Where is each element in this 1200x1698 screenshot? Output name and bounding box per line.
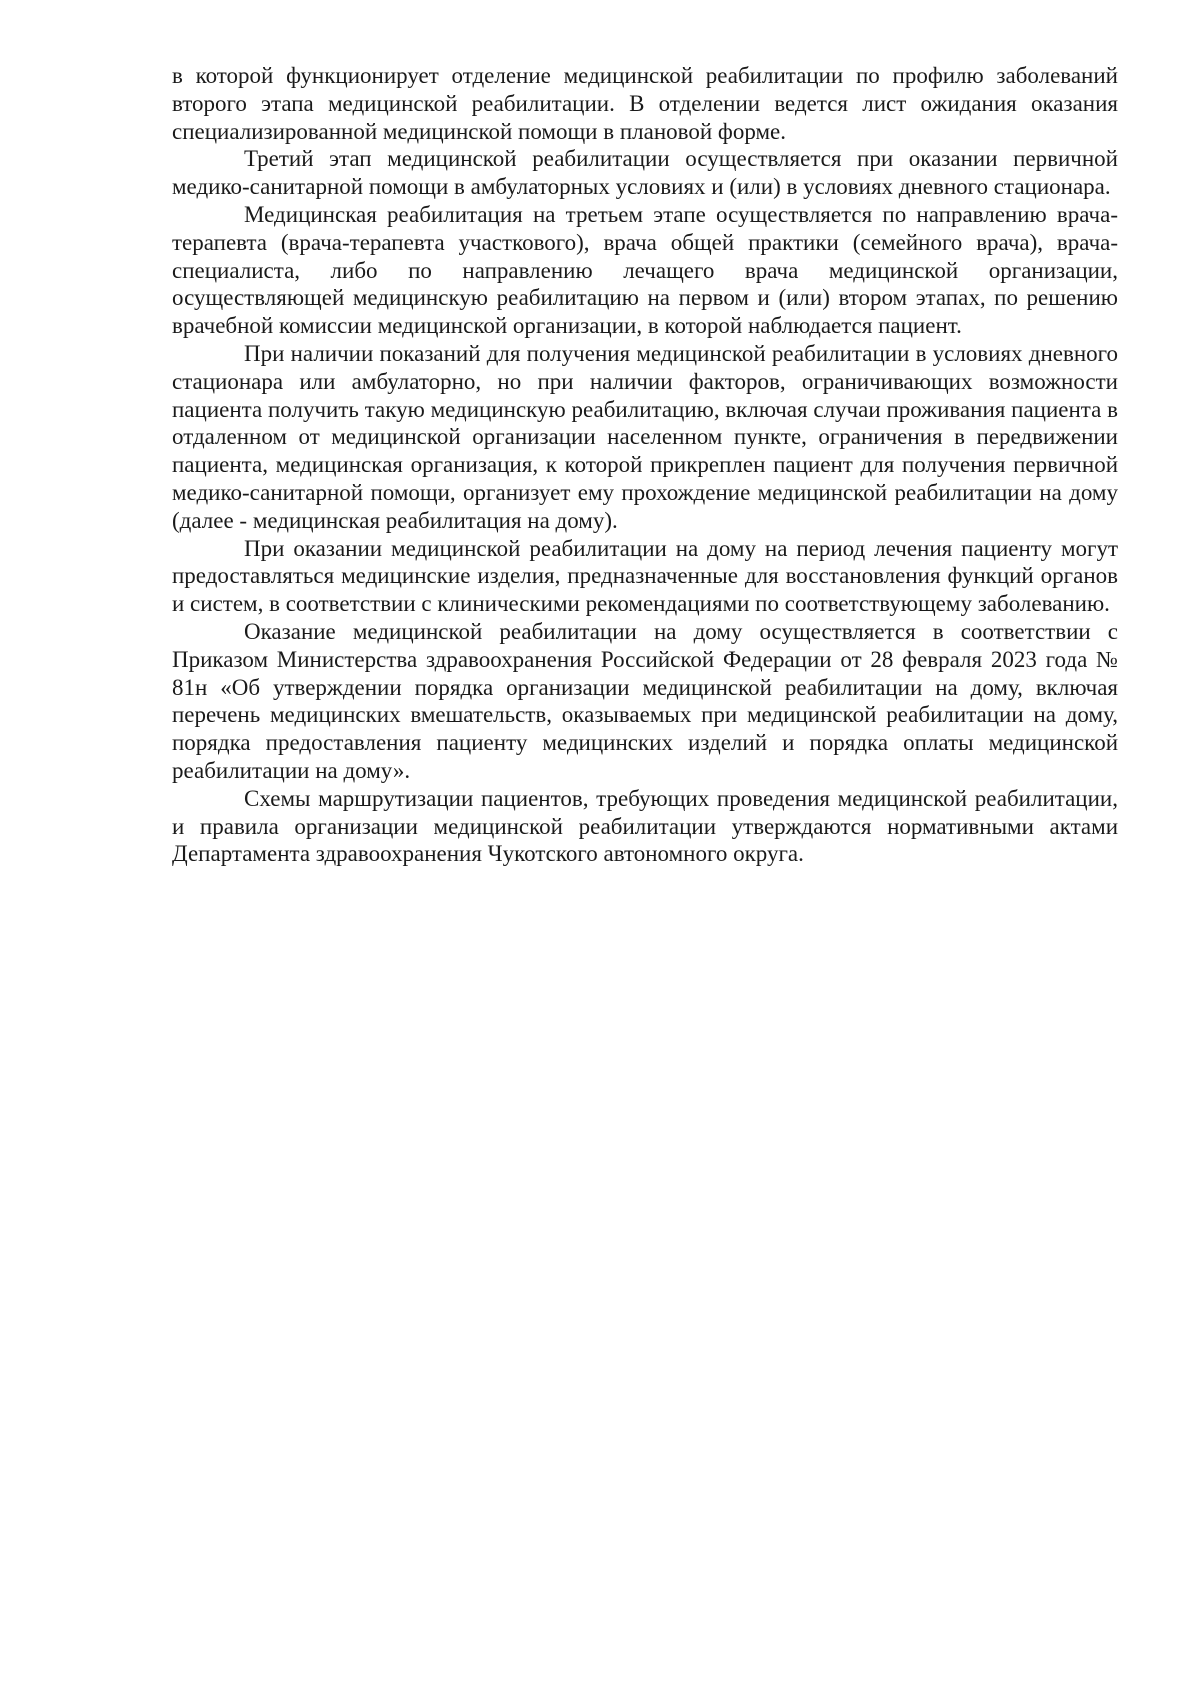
- paragraph-third-stage: Третий этап медицинской реабилитации осуществляется при оказании первичной медико-санитарной помощи в амбулаторных условиях и (или) в условиях дневного стационара.: [172, 146, 1118, 200]
- paragraph-continuation: в которой функционирует отделение медицинской реабилитации по профилю заболеваний второго этапа медицинской реабилитации. В отделении ведется лист ожидания оказания специализированной медицинской помощи в плановой форме.: [172, 63, 1118, 144]
- document-body: [172, 62, 1118, 868]
- paragraph-routing-schemes: Схемы маршрутизации пациентов, требующих проведения медицинской реабилитации, и правила организации медицинской реабилитации утверждаются нормативными актами Департамента здравоохранения Чукотского автономного округа.: [172, 785, 1118, 867]
- paragraph-medical-devices: При оказании медицинской реабилитации на дому на период лечения пациенту могут предоставляться медицинские изделия, предназначенные для восстановления функций органов и систем, в соответствии с клиническими рекомендациями по соответствующему заболеванию.: [172, 535, 1118, 617]
- paragraph-third-stage-referral: Медицинская реабилитация на третьем этапе осуществляется по направлению врача-терапевта (врача-терапевта участкового), врача общей практики (семейного врача), врача-специалиста, либо по направлению лечащего врача медицинской организации, осуществляющей медицинскую реабилитацию на первом и (или) втором этапах, по решению врачебной комиссии медицинской организации, в которой наблюдается пациент.: [172, 201, 1118, 339]
- paragraph-home-rehabilitation: При наличии показаний для получения медицинской реабилитации в условиях дневного стационара или амбулаторно, но при наличии факторов, ограничивающих возможности пациента получить такую медицинскую реабилитацию, включая случаи проживания пациента в отдаленном от медицинской организации населенном пункте, ограничения в передвижении пациента, медицинская организация, к которой прикреплен пациент для получения первичной медико-санитарной помощи, организует ему прохождение медицинской реабилитации на дому (далее - медицинская реабилитация на дому).: [172, 340, 1118, 533]
- paragraph-order-reference: Оказание медицинской реабилитации на дому осуществляется в соответствии с Приказом Министерства здравоохранения Российской Федерации от 28 февраля 2023 года № 81н «Об утверждении порядка организации медицинской реабилитации на дому, включая перечень медицинских вмешательств, оказываемых при медицинской реабилитации на дому, порядка предоставления пациенту медицинских изделий и порядка оплаты медицинской реабилитации на дому».: [172, 618, 1118, 783]
